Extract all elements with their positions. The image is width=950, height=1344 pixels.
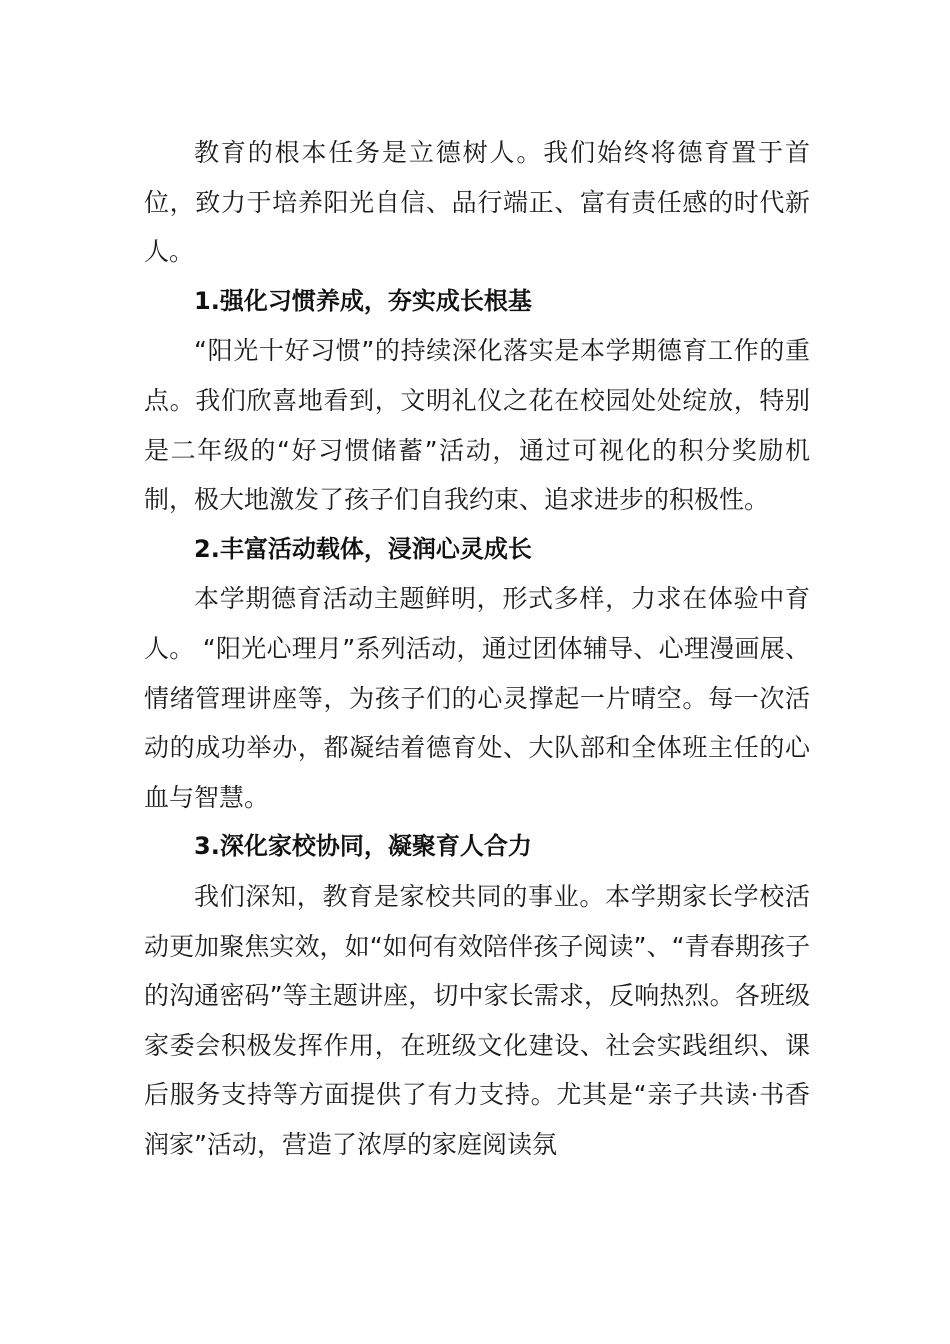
section-heading-home-school: 3.深化家校协同，凝聚育人合力 — [194, 832, 532, 861]
document-body — [144, 128, 810, 1169]
intro-paragraph: 教育的根本任务是立德树人。我们始终将德育置于首位，致力于培养阳光自信、品行端正、富有责任感的时代新人。 — [144, 138, 810, 267]
section-paragraph-home-school: 我们深知，教育是家校共同的事业。本学期家长学校活动更加聚焦实效，如“如何有效陪伴孩子阅读”、“青春期孩子的沟通密码”等主题讲座，切中家长需求，反响热烈。各班级家委会积极发挥作用，在班级文化建设、社会实践组织、课后服务支持等方面提供了有力支持。尤其是“亲子共读·书香润家”活动，营造了浓厚的家庭阅读氛 — [144, 881, 810, 1159]
section-heading-habits: 1.强化习惯养成，夯实成长根基 — [194, 286, 532, 315]
section-heading-activities: 2.丰富活动载体，浸润心灵成长 — [194, 534, 532, 563]
section-paragraph-activities: 本学期德育活动主题鲜明，形式多样，力求在体验中育人。 “阳光心理月”系列活动，通过团体辅导、心理漫画展、情绪管理讲座等，为孩子们的心灵撑起一片晴空。每一次活动的成功举办，都凝结着德育处、大队部和全体班主任的心血与智慧。 — [144, 584, 810, 812]
section-paragraph-habits: “阳光十好习惯”的持续深化落实是本学期德育工作的重点。我们欣喜地看到，文明礼仪之花在校园处处绽放，特别是二年级的“好习惯储蓄”活动，通过可视化的积分奖励机制，极大地激发了孩子们自我约束、追求进步的积极性。 — [144, 336, 810, 515]
